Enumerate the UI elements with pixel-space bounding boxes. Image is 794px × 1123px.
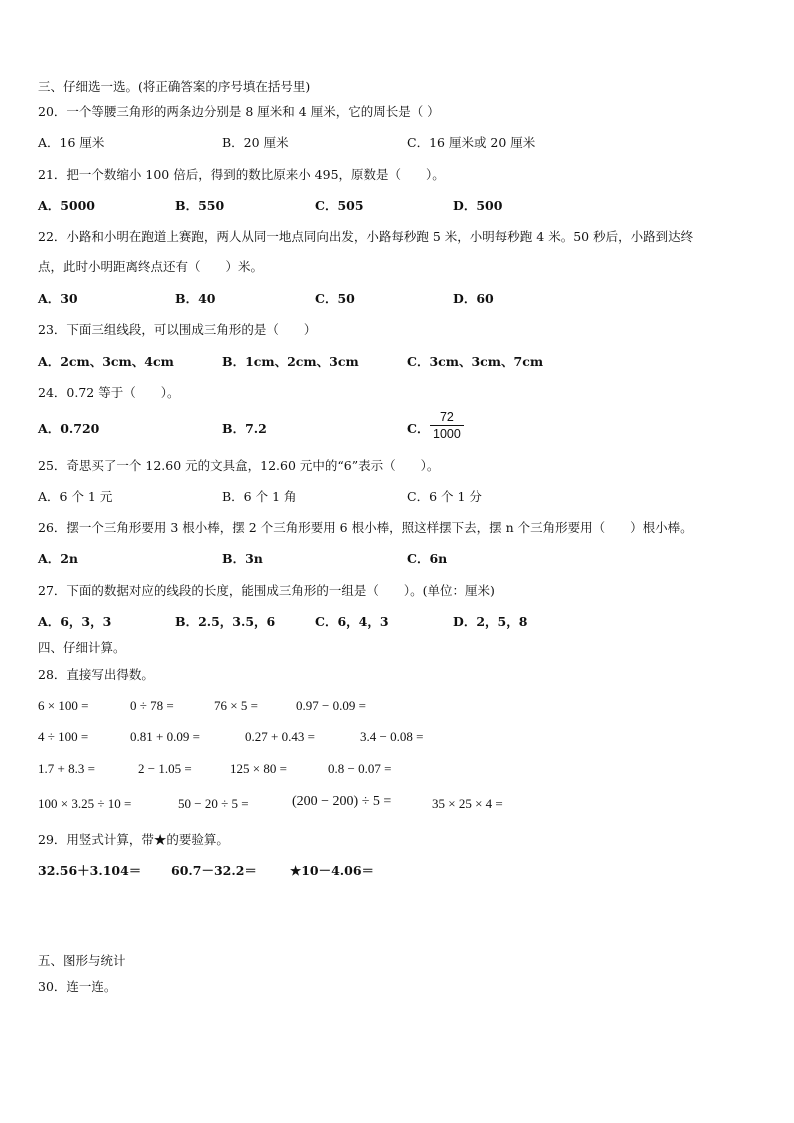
q29-item-2: 60.7－32.2＝	[171, 863, 257, 878]
q26-option-c: C．6n	[407, 551, 448, 566]
q25-option-a: A．6 个 1 元	[38, 489, 113, 504]
q21-option-a: A．5000	[38, 198, 95, 213]
question-21-stem: 21．把一个数缩小 100 倍后，得到的数比原来小 495，原数是（ ）。	[38, 167, 445, 182]
q27-option-c: C．6，4，3	[315, 614, 389, 629]
section-5-heading: 五、图形与统计	[38, 953, 126, 968]
q26-option-a: A．2n	[38, 551, 78, 566]
calc-3-1: 1.7 + 8.3 =	[38, 761, 95, 776]
calc-2-2: 0.81 + 0.09 =	[130, 729, 200, 744]
question-23-stem: 23．下面三组线段，可以围成三角形的是（ ）	[38, 322, 317, 337]
q20-option-a: A．16 厘米	[38, 135, 105, 150]
question-29-stem: 29．用竖式计算，带★的要验算。	[38, 832, 229, 847]
q23-option-c: C．3cm、3cm、7cm	[407, 354, 544, 369]
question-25-stem: 25．奇思买了一个 12.60 元的文具盒，12.60 元中的“6”表示（ ）。	[38, 458, 440, 473]
calc-1-4: 0.97 − 0.09 =	[296, 698, 366, 713]
q20-option-b: B．20 厘米	[222, 135, 289, 150]
calc-4-1: 100 × 3.25 ÷ 10 =	[38, 796, 132, 811]
question-22-stem: 22．小路和小明在跑道上赛跑，两人从同一地点同向出发，小路每秒跑 5 米，小明每秒跑 4 米。50 秒后，小路到达终	[38, 229, 694, 244]
q21-option-b: B．550	[175, 198, 225, 213]
calc-3-3: 125 × 80 =	[230, 761, 287, 776]
calc-2-4: 3.4 − 0.08 =	[360, 729, 424, 744]
q24-option-b: B．7.2	[222, 421, 267, 436]
fraction-numerator: 72	[430, 409, 464, 426]
q20-option-c: C．16 厘米或 20 厘米	[407, 135, 536, 150]
question-20-stem: 20．一个等腰三角形的两条边分别是 8 厘米和 4 厘米，它的周长是（ ）	[38, 104, 440, 119]
question-24-stem: 24．0.72 等于（ ）。	[38, 385, 180, 400]
q27-option-d: D．2，5，8	[453, 614, 528, 629]
question-28-stem: 28．直接写出得数。	[38, 667, 154, 682]
question-22-stem-cont: 点，此时小明距离终点还有（ ）米。	[38, 259, 264, 274]
calc-1-3: 76 × 5 =	[214, 698, 258, 713]
q26-option-b: B．3n	[222, 551, 263, 566]
q27-option-a: A．6，3，3	[38, 614, 112, 629]
calc-4-4: 35 × 25 × 4 =	[432, 796, 503, 811]
q21-option-c: C．505	[315, 198, 364, 213]
calc-4-3: (200 − 200) ÷ 5 =	[292, 794, 392, 809]
question-27-stem: 27．下面的数据对应的线段的长度，能围成三角形的一组是（ ）。(单位：厘米)	[38, 583, 495, 598]
q22-option-b: B．40	[175, 291, 216, 306]
question-26-stem: 26．摆一个三角形要用 3 根小棒，摆 2 个三角形要用 6 根小棒，照这样摆下去，摆 n 个三角形要用（ ）根小棒。	[38, 520, 693, 535]
section-3-heading: 三、仔细选一选。(将正确答案的序号填在括号里)	[38, 79, 311, 94]
q23-option-a: A．2cm、3cm、4cm	[38, 354, 174, 369]
calc-2-3: 0.27 + 0.43 =	[245, 729, 315, 744]
calc-2-1: 4 ÷ 100 =	[38, 729, 89, 744]
q25-option-b: B．6 个 1 角	[222, 489, 297, 504]
question-30-stem: 30．连一连。	[38, 979, 117, 994]
q24-option-c: C．	[407, 421, 430, 436]
calc-4-2: 50 − 20 ÷ 5 =	[178, 796, 249, 811]
calc-3-4: 0.8 − 0.07 =	[328, 761, 392, 776]
q23-option-b: B．1cm、2cm、3cm	[222, 354, 359, 369]
q22-option-c: C．50	[315, 291, 355, 306]
section-4-heading: 四、仔细计算。	[38, 640, 126, 655]
q27-option-b: B．2.5，3.5，6	[175, 614, 276, 629]
q29-item-1: 32.56＋3.104＝	[38, 863, 142, 878]
q22-option-d: D．60	[453, 291, 494, 306]
q24-fraction	[430, 409, 464, 442]
q25-option-c: C．6 个 1 分	[407, 489, 482, 504]
calc-1-2: 0 ÷ 78 =	[130, 698, 174, 713]
calc-1-1: 6 × 100 =	[38, 698, 89, 713]
q22-option-a: A．30	[38, 291, 78, 306]
fraction-denominator: 1000	[433, 427, 461, 441]
q21-option-d: D．500	[453, 198, 503, 213]
q24-option-a: A．0.720	[38, 421, 100, 436]
calc-3-2: 2 − 1.05 =	[138, 761, 192, 776]
q29-item-3: ★10－4.06＝	[290, 863, 375, 878]
